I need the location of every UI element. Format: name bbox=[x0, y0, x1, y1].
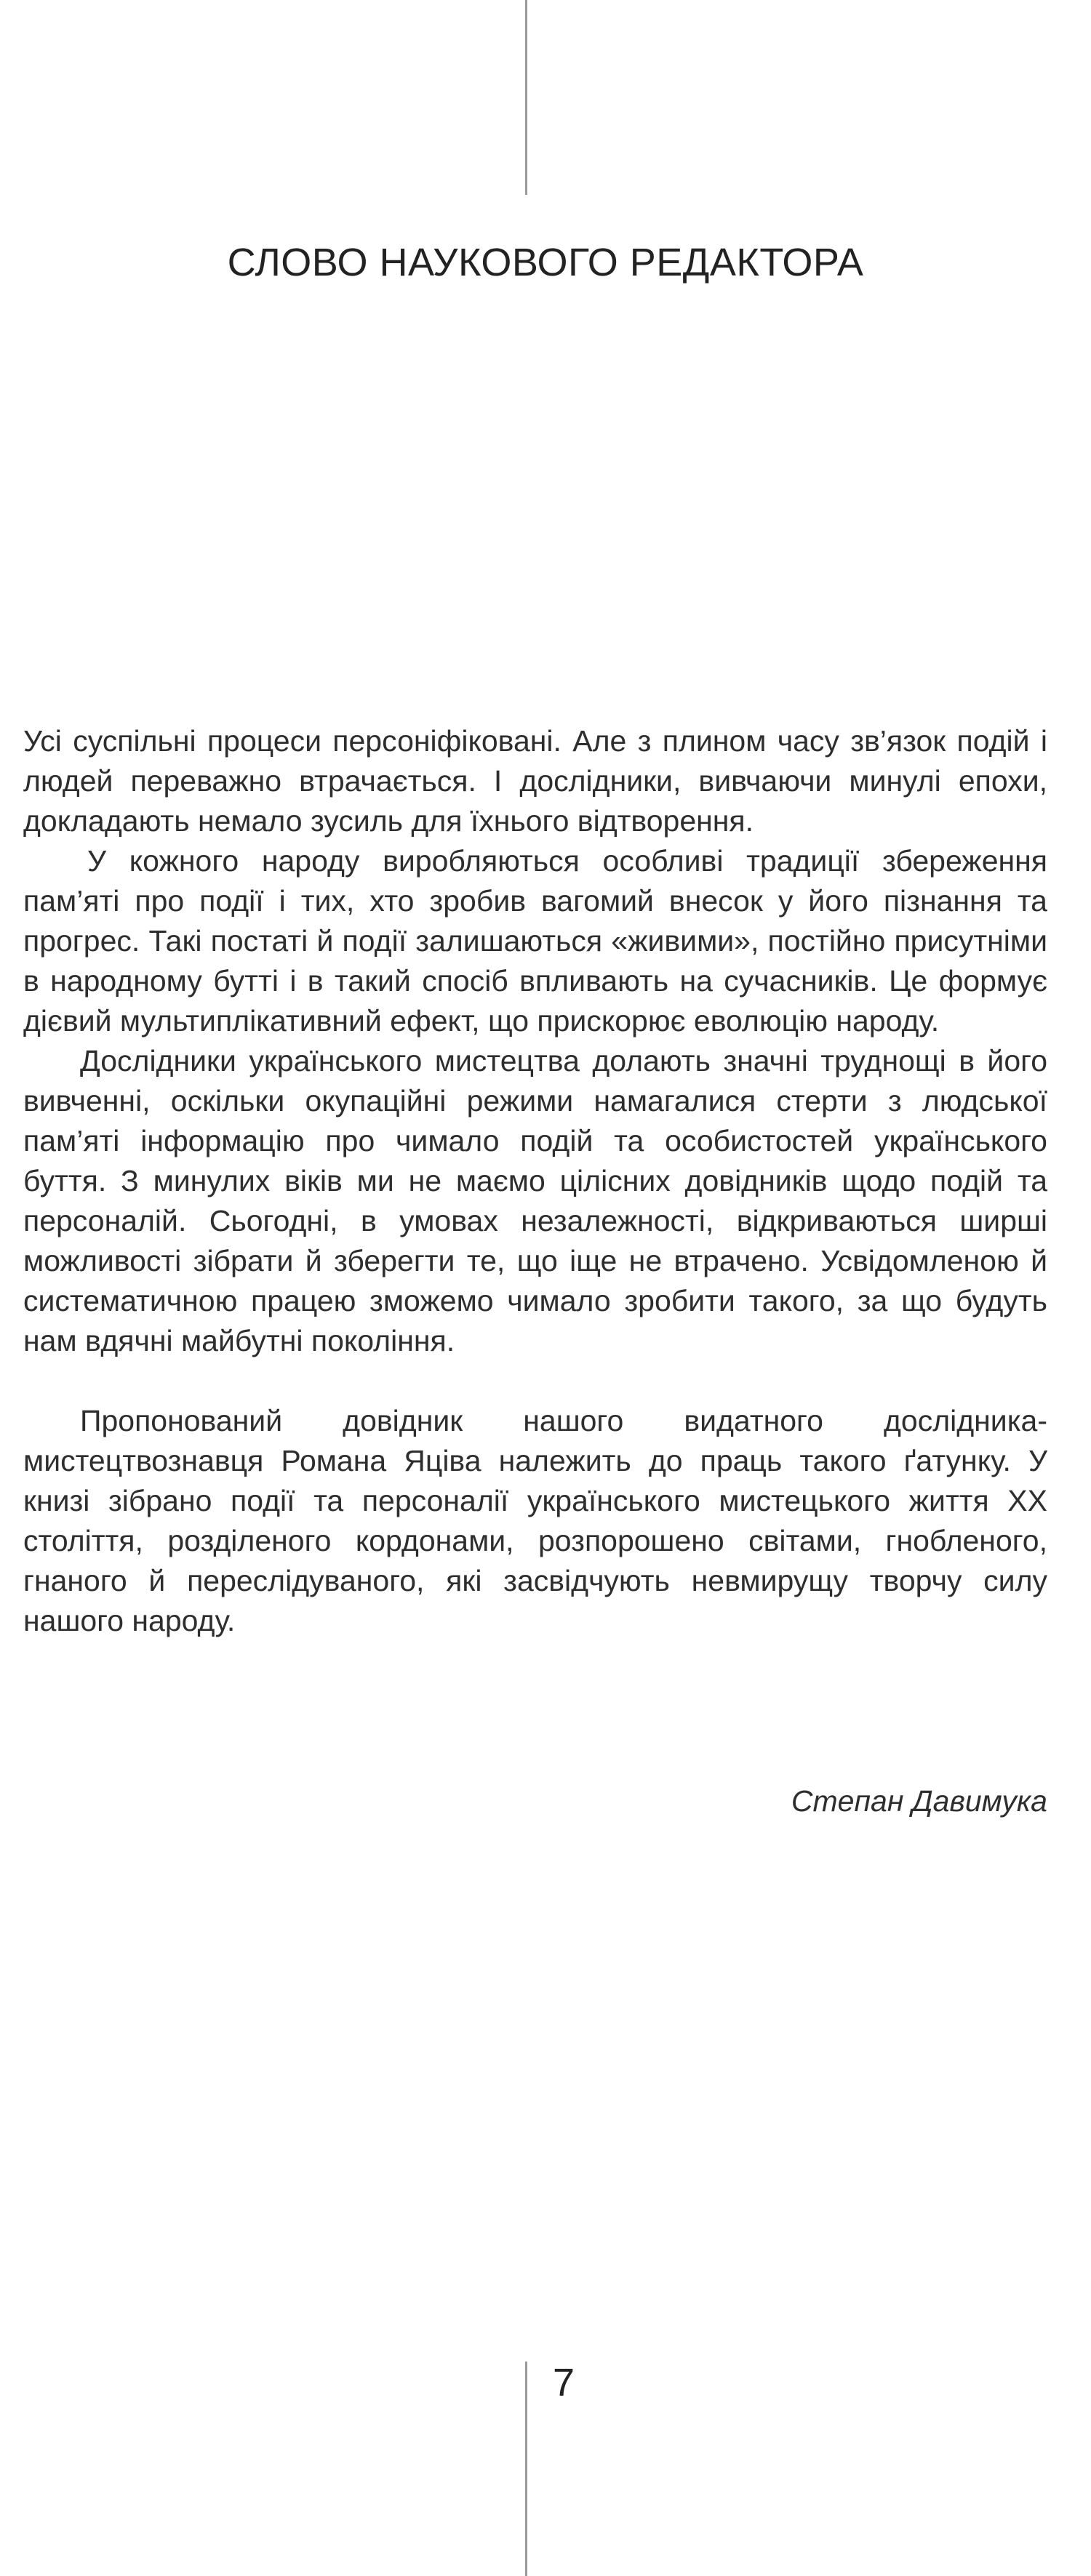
paragraph-1: Усі суспільні процеси персоніфіковані. Але з плином часу зв’язок подій і людей переважно втрачається. І дослідники, вивчаючи минулі епохи, докладають немало зусиль для їхнього відтворення. bbox=[23, 724, 1047, 838]
paragraph-2: У кожного народу виробляються особливі традиції збереження пам’яті про події і тих, хто зробив вагомий внесок у його пізнання та прогрес. Такі постаті й події залишаються «живими», постійно присутніми в народному бутті і в такий спосіб впливають на сучасників. Це формує дієвий мультиплікативний ефект, що прискорює еволюцію народу. bbox=[23, 844, 1047, 1038]
page-title: СЛОВО НАУКОВОГО РЕДАКТОРА bbox=[227, 241, 864, 284]
page-number: 7 bbox=[553, 2361, 575, 2404]
paragraph-3: Дослідники українського мистецтва долають значні труднощі в його вивченні, оскільки окупаційні режими намагалися стерти з людської пам’яті інформацію про чимало подій та особистостей українського буття. З минулих віків ми не маємо цілісних довідників щодо подій та персоналій. Сьогодні, в умовах незалежності, відкриваються ширші можливості зібрати й зберегти те, що іще не втрачено. Усвідомленою й систематичною працею зможемо чимало зробити такого, за що будуть нам вдячні майбутні покоління. bbox=[23, 1044, 1047, 1357]
paragraph-4: Пропонований довідник нашого видатного дослідника-мистецтвознавця Романа Яціва належить до праць такого ґатунку. У книзі зібрано події та персоналії українського мистецького життя XX століття, розділеного кордонами, розпорошено світами, гнобленого, гнаного й переслідуваного, які засвідчують невмирущу творчу силу нашого народу. bbox=[23, 1404, 1047, 1637]
body-text bbox=[23, 721, 1047, 1641]
top-divider-line bbox=[525, 0, 527, 195]
author-signature: Степан Давимука bbox=[791, 1784, 1047, 1818]
bottom-divider-line bbox=[525, 2362, 527, 2576]
